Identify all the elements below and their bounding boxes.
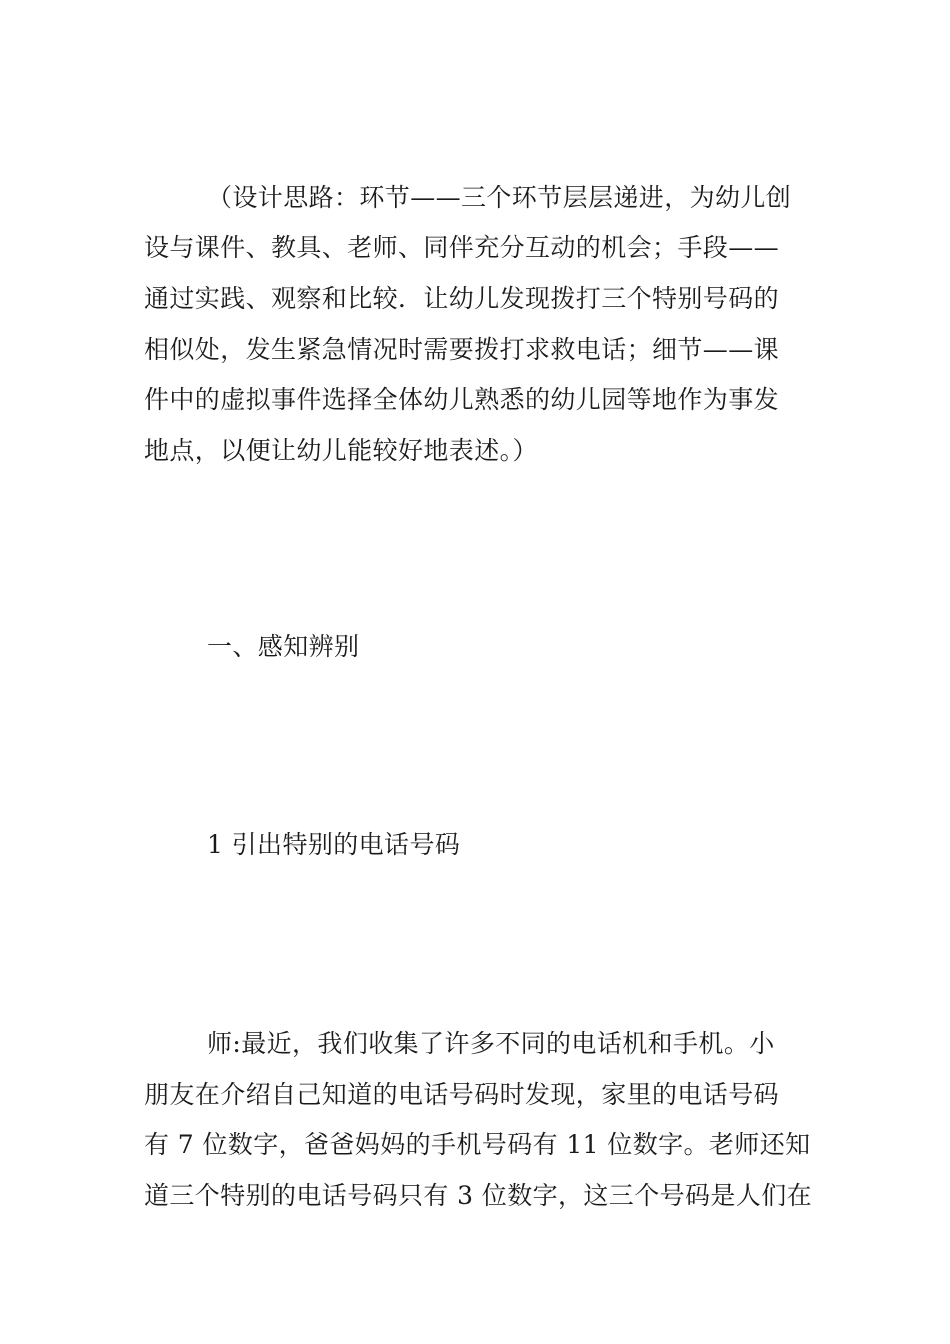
text-line: 有 7 位数字，爸爸妈妈的手机号码有 11 位数字。老师还知 xyxy=(144,1130,811,1159)
text-line: （设计思路：环节——三个环节层层递进，为幼儿创 xyxy=(207,183,792,212)
section-heading: 一、感知辨别 xyxy=(207,632,360,661)
text-line: 地点，以便让幼儿能较好地表述。） xyxy=(144,436,538,465)
subsection-heading: 1 引出特别的电话号码 xyxy=(207,830,461,859)
text-line: 通过实践、观察和比较．让幼儿发现拨打三个特别号码的 xyxy=(144,284,780,313)
text-line: 道三个特别的电话号码只有 3 位数字，这三个号码是人们在 xyxy=(144,1181,813,1210)
text-line: 设与课件、教具、老师、同伴充分互动的机会；手段—— xyxy=(144,233,780,262)
text-line: 相似处，发生紧急情况时需要拨打求救电话；细节——课 xyxy=(144,335,780,364)
text-line: 师:最近，我们收集了许多不同的电话机和手机。小 xyxy=(207,1029,775,1058)
text-line: 件中的虚拟事件选择全体幼儿熟悉的幼儿园等地作为事发 xyxy=(144,385,780,414)
text-line: 朋友在介绍自己知道的电话号码时发现，家里的电话号码 xyxy=(144,1080,780,1109)
